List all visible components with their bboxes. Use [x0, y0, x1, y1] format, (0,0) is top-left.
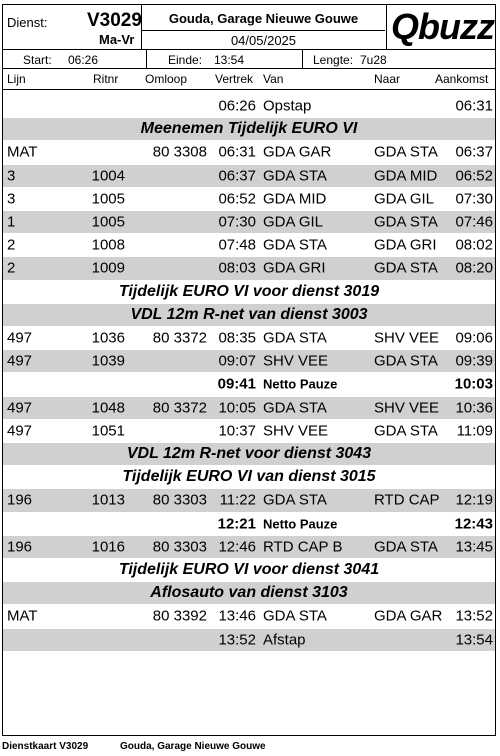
cell-vertrek: 12:46 — [218, 538, 256, 556]
cell-aankomst: 09:06 — [455, 329, 493, 347]
cell-vertrek: 09:07 — [218, 352, 256, 370]
footer-card-id: Dienstkaart V3029 — [2, 741, 89, 752]
cell-omloop: 80 3303 — [152, 491, 207, 509]
cell-lijn: 2 — [7, 236, 16, 254]
cell-van: RTD CAP B — [263, 538, 343, 556]
cell-naar: GDA STA — [374, 422, 438, 440]
col-naar: Naar — [374, 72, 401, 86]
trip-row — [3, 188, 495, 210]
trip-row — [3, 605, 495, 627]
cell-naar: GDA GIL — [374, 190, 435, 208]
cell-ritnr: 1039 — [91, 352, 125, 370]
cell-omloop: 80 3372 — [152, 329, 207, 347]
trip-row — [3, 211, 495, 233]
cell-lijn: 497 — [7, 399, 33, 417]
cell-lijn: 196 — [7, 491, 33, 509]
cell-vertrek: 13:46 — [218, 607, 256, 625]
cell-vertrek: 06:37 — [218, 167, 256, 185]
cell-vertrek: 06:52 — [218, 190, 256, 208]
cell-ritnr: 1005 — [91, 213, 125, 231]
trip-row — [3, 234, 495, 256]
cell-aankomst: 08:20 — [455, 259, 493, 277]
cell-vertrek: 12:21 — [217, 515, 256, 533]
section-heading: VDL 12m R-net voor dienst 3043 — [3, 443, 495, 465]
cell-aankomst: 10:03 — [454, 375, 493, 393]
cell-ritnr: 1009 — [91, 259, 125, 277]
cell-vertrek: 07:30 — [218, 213, 256, 231]
trip-row — [3, 489, 495, 511]
trip-row — [3, 536, 495, 558]
cell-van: GDA GRI — [263, 259, 326, 277]
lengte-value: 7u28 — [360, 53, 387, 67]
start-label: Start: — [23, 53, 52, 67]
cell-van: Opstap — [263, 97, 312, 115]
trip-row — [3, 420, 495, 442]
service-date: 04/05/2025 — [230, 33, 297, 48]
cell-naar: GDA STA — [374, 352, 438, 370]
cell-aankomst: 12:19 — [455, 491, 493, 509]
cell-van: GDA STA — [263, 329, 327, 347]
cell-lijn: 3 — [7, 190, 16, 208]
cell-lijn: 1 — [7, 213, 16, 231]
section-heading: Tijdelijk EURO VI van dienst 3015 — [122, 468, 376, 486]
section-heading: Tijdelijk EURO VI voor dienst 3041 — [118, 561, 380, 578]
cell-van: Netto Pauze — [263, 376, 338, 392]
cell-van: SHV VEE — [263, 352, 329, 370]
cell-lijn: 3 — [7, 167, 16, 185]
cell-aankomst: 07:30 — [455, 190, 493, 208]
service-days: Ma-Vr — [99, 32, 135, 47]
cell-van: Afstap — [263, 631, 306, 649]
cell-vertrek: 08:35 — [218, 329, 256, 347]
cell-naar: SHV VEE — [374, 399, 440, 417]
duty-card — [2, 4, 496, 736]
einde-label: Einde: — [168, 53, 203, 67]
cell-van: GDA STA — [263, 167, 327, 185]
cell-ritnr: 1004 — [91, 167, 125, 185]
section-heading: Meenemen Tijdelijk EURO VI — [3, 118, 495, 140]
cell-vertrek: 10:37 — [218, 422, 256, 440]
cell-vertrek: 08:03 — [218, 259, 256, 277]
cell-naar: GDA GRI — [374, 236, 437, 254]
cell-lijn: MAT — [7, 607, 38, 625]
cell-naar: GDA GAR — [374, 607, 443, 625]
cell-aankomst: 06:37 — [455, 143, 493, 161]
qbuzz-logo: Qbuzz — [391, 6, 494, 47]
garage-location: Gouda, Garage Nieuwe Gouwe — [168, 11, 359, 26]
col-ritnr: Ritnr — [93, 72, 119, 86]
cell-aankomst: 13:45 — [455, 538, 493, 556]
cell-ritnr: 1048 — [91, 399, 125, 417]
col-omloop: Omloop — [145, 72, 188, 86]
cell-naar: GDA MID — [374, 167, 438, 185]
col-vertrek: Vertrek — [215, 72, 254, 86]
cell-lijn: 497 — [7, 352, 33, 370]
cell-aankomst: 13:52 — [455, 607, 493, 625]
cell-vertrek: 06:31 — [218, 143, 256, 161]
pause-row — [3, 513, 495, 535]
cell-aankomst: 12:43 — [454, 515, 493, 533]
cell-naar: GDA STA — [374, 259, 438, 277]
trip-row — [3, 141, 495, 163]
lengte-label: Lengte: — [313, 53, 354, 67]
footer-location: Gouda, Garage Nieuwe Gouwe — [120, 741, 266, 752]
cell-lijn: 2 — [7, 259, 16, 277]
cell-van: GDA GIL — [263, 213, 324, 231]
cell-vertrek: 13:52 — [218, 631, 256, 649]
cell-vertrek: 11:22 — [219, 491, 256, 509]
trip-row — [3, 95, 495, 117]
cell-naar: GDA STA — [374, 213, 438, 231]
einde-time: 13:54 — [214, 53, 245, 67]
trip-row — [3, 257, 495, 279]
cell-naar: GDA STA — [374, 143, 438, 161]
cell-ritnr: 1036 — [91, 329, 125, 347]
cell-aankomst: 10:36 — [455, 399, 493, 417]
trip-row — [3, 165, 495, 187]
trip-row — [3, 350, 495, 372]
cell-vertrek: 06:26 — [218, 97, 256, 115]
cell-omloop: 80 3303 — [152, 538, 207, 556]
start-time: 06:26 — [68, 53, 99, 67]
cell-van: GDA STA — [263, 491, 327, 509]
cell-omloop: 80 3308 — [152, 143, 207, 161]
section-heading: Aflosauto van dienst 3103 — [3, 582, 495, 604]
cell-ritnr: 1008 — [91, 236, 125, 254]
cell-lijn: 497 — [7, 422, 33, 440]
cell-van: GDA STA — [263, 236, 327, 254]
cell-aankomst: 08:02 — [455, 236, 493, 254]
cell-naar: GDA STA — [374, 538, 438, 556]
cell-van: GDA GAR — [263, 143, 332, 161]
dienst-number: V3029 — [87, 10, 142, 31]
cell-van: GDA STA — [263, 399, 327, 417]
trip-row — [3, 629, 495, 651]
section-heading: VDL 12m R-net van dienst 3003 — [3, 304, 495, 326]
cell-naar: SHV VEE — [374, 329, 440, 347]
cell-aankomst: 06:31 — [455, 97, 493, 115]
cell-van: GDA STA — [263, 607, 327, 625]
cell-vertrek: 10:05 — [218, 399, 256, 417]
cell-lijn: MAT — [7, 143, 38, 161]
cell-omloop: 80 3372 — [152, 399, 207, 417]
cell-aankomst: 06:52 — [455, 167, 493, 185]
col-van: Van — [263, 72, 284, 86]
dienst-label: Dienst: — [7, 15, 48, 30]
cell-vertrek: 09:41 — [217, 375, 256, 393]
cell-omloop: 80 3392 — [152, 607, 207, 625]
cell-van: Netto Pauze — [263, 516, 338, 532]
col-lijn: Lijn — [7, 72, 26, 86]
cell-aankomst: 13:54 — [455, 631, 493, 649]
cell-ritnr: 1051 — [91, 422, 125, 440]
cell-vertrek: 07:48 — [218, 236, 256, 254]
pause-row — [3, 373, 495, 395]
section-heading: Tijdelijk EURO VI voor dienst 3019 — [118, 282, 380, 300]
cell-van: SHV VEE — [263, 422, 329, 440]
cell-ritnr: 1013 — [91, 491, 125, 509]
cell-ritnr: 1005 — [91, 190, 125, 208]
cell-lijn: 196 — [7, 538, 33, 556]
cell-aankomst: 07:46 — [455, 213, 493, 231]
cell-aankomst: 09:39 — [455, 352, 493, 370]
cell-van: GDA MID — [263, 190, 327, 208]
trip-row — [3, 327, 495, 349]
cell-lijn: 497 — [7, 329, 33, 347]
trip-row — [3, 397, 495, 419]
col-aankomst: Aankomst — [435, 72, 489, 86]
cell-naar: RTD CAP — [374, 491, 440, 509]
cell-ritnr: 1016 — [91, 538, 125, 556]
cell-aankomst: 11:09 — [456, 422, 493, 440]
